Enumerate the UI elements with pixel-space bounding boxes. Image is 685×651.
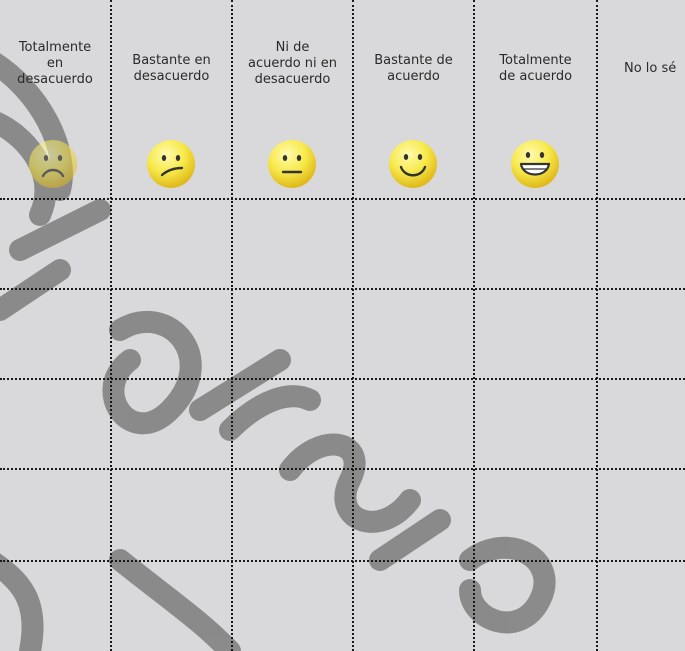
column-header-label: Bastante en desacuerdo bbox=[132, 53, 211, 84]
column-header-neutral bbox=[233, 40, 352, 130]
column-header-totally-agree bbox=[475, 53, 596, 143]
column-header-totally-disagree bbox=[0, 40, 110, 130]
column-header-label: Totalmente de acuerdo bbox=[498, 53, 573, 84]
grid-hline bbox=[0, 468, 685, 470]
big-smile-face-icon bbox=[509, 138, 561, 190]
answer-cell[interactable] bbox=[233, 200, 352, 288]
column-header-label: Bastante de acuerdo bbox=[374, 53, 453, 84]
column-header-somewhat-disagree bbox=[112, 53, 231, 143]
very-sad-face-icon bbox=[27, 138, 79, 190]
grid-hline bbox=[0, 560, 685, 562]
column-header-somewhat-agree bbox=[354, 53, 473, 143]
answer-cell[interactable] bbox=[475, 200, 596, 288]
column-header-label: Ni de acuerdo ni en desacuerdo bbox=[247, 40, 338, 87]
column-header-label: No lo sé bbox=[624, 61, 677, 76]
answer-cell[interactable] bbox=[112, 200, 231, 288]
smile-face-icon bbox=[387, 138, 439, 190]
neutral-face-icon bbox=[266, 138, 318, 190]
column-header-label: Totalmente en desacuerdo bbox=[17, 40, 93, 87]
grid-hline bbox=[0, 378, 685, 380]
answer-cell[interactable] bbox=[0, 200, 110, 288]
column-header-dont-know bbox=[598, 61, 685, 151]
grid-hline bbox=[0, 288, 685, 290]
answer-cell[interactable] bbox=[598, 200, 685, 288]
sad-face-icon bbox=[145, 138, 197, 190]
answer-cell[interactable] bbox=[354, 200, 473, 288]
